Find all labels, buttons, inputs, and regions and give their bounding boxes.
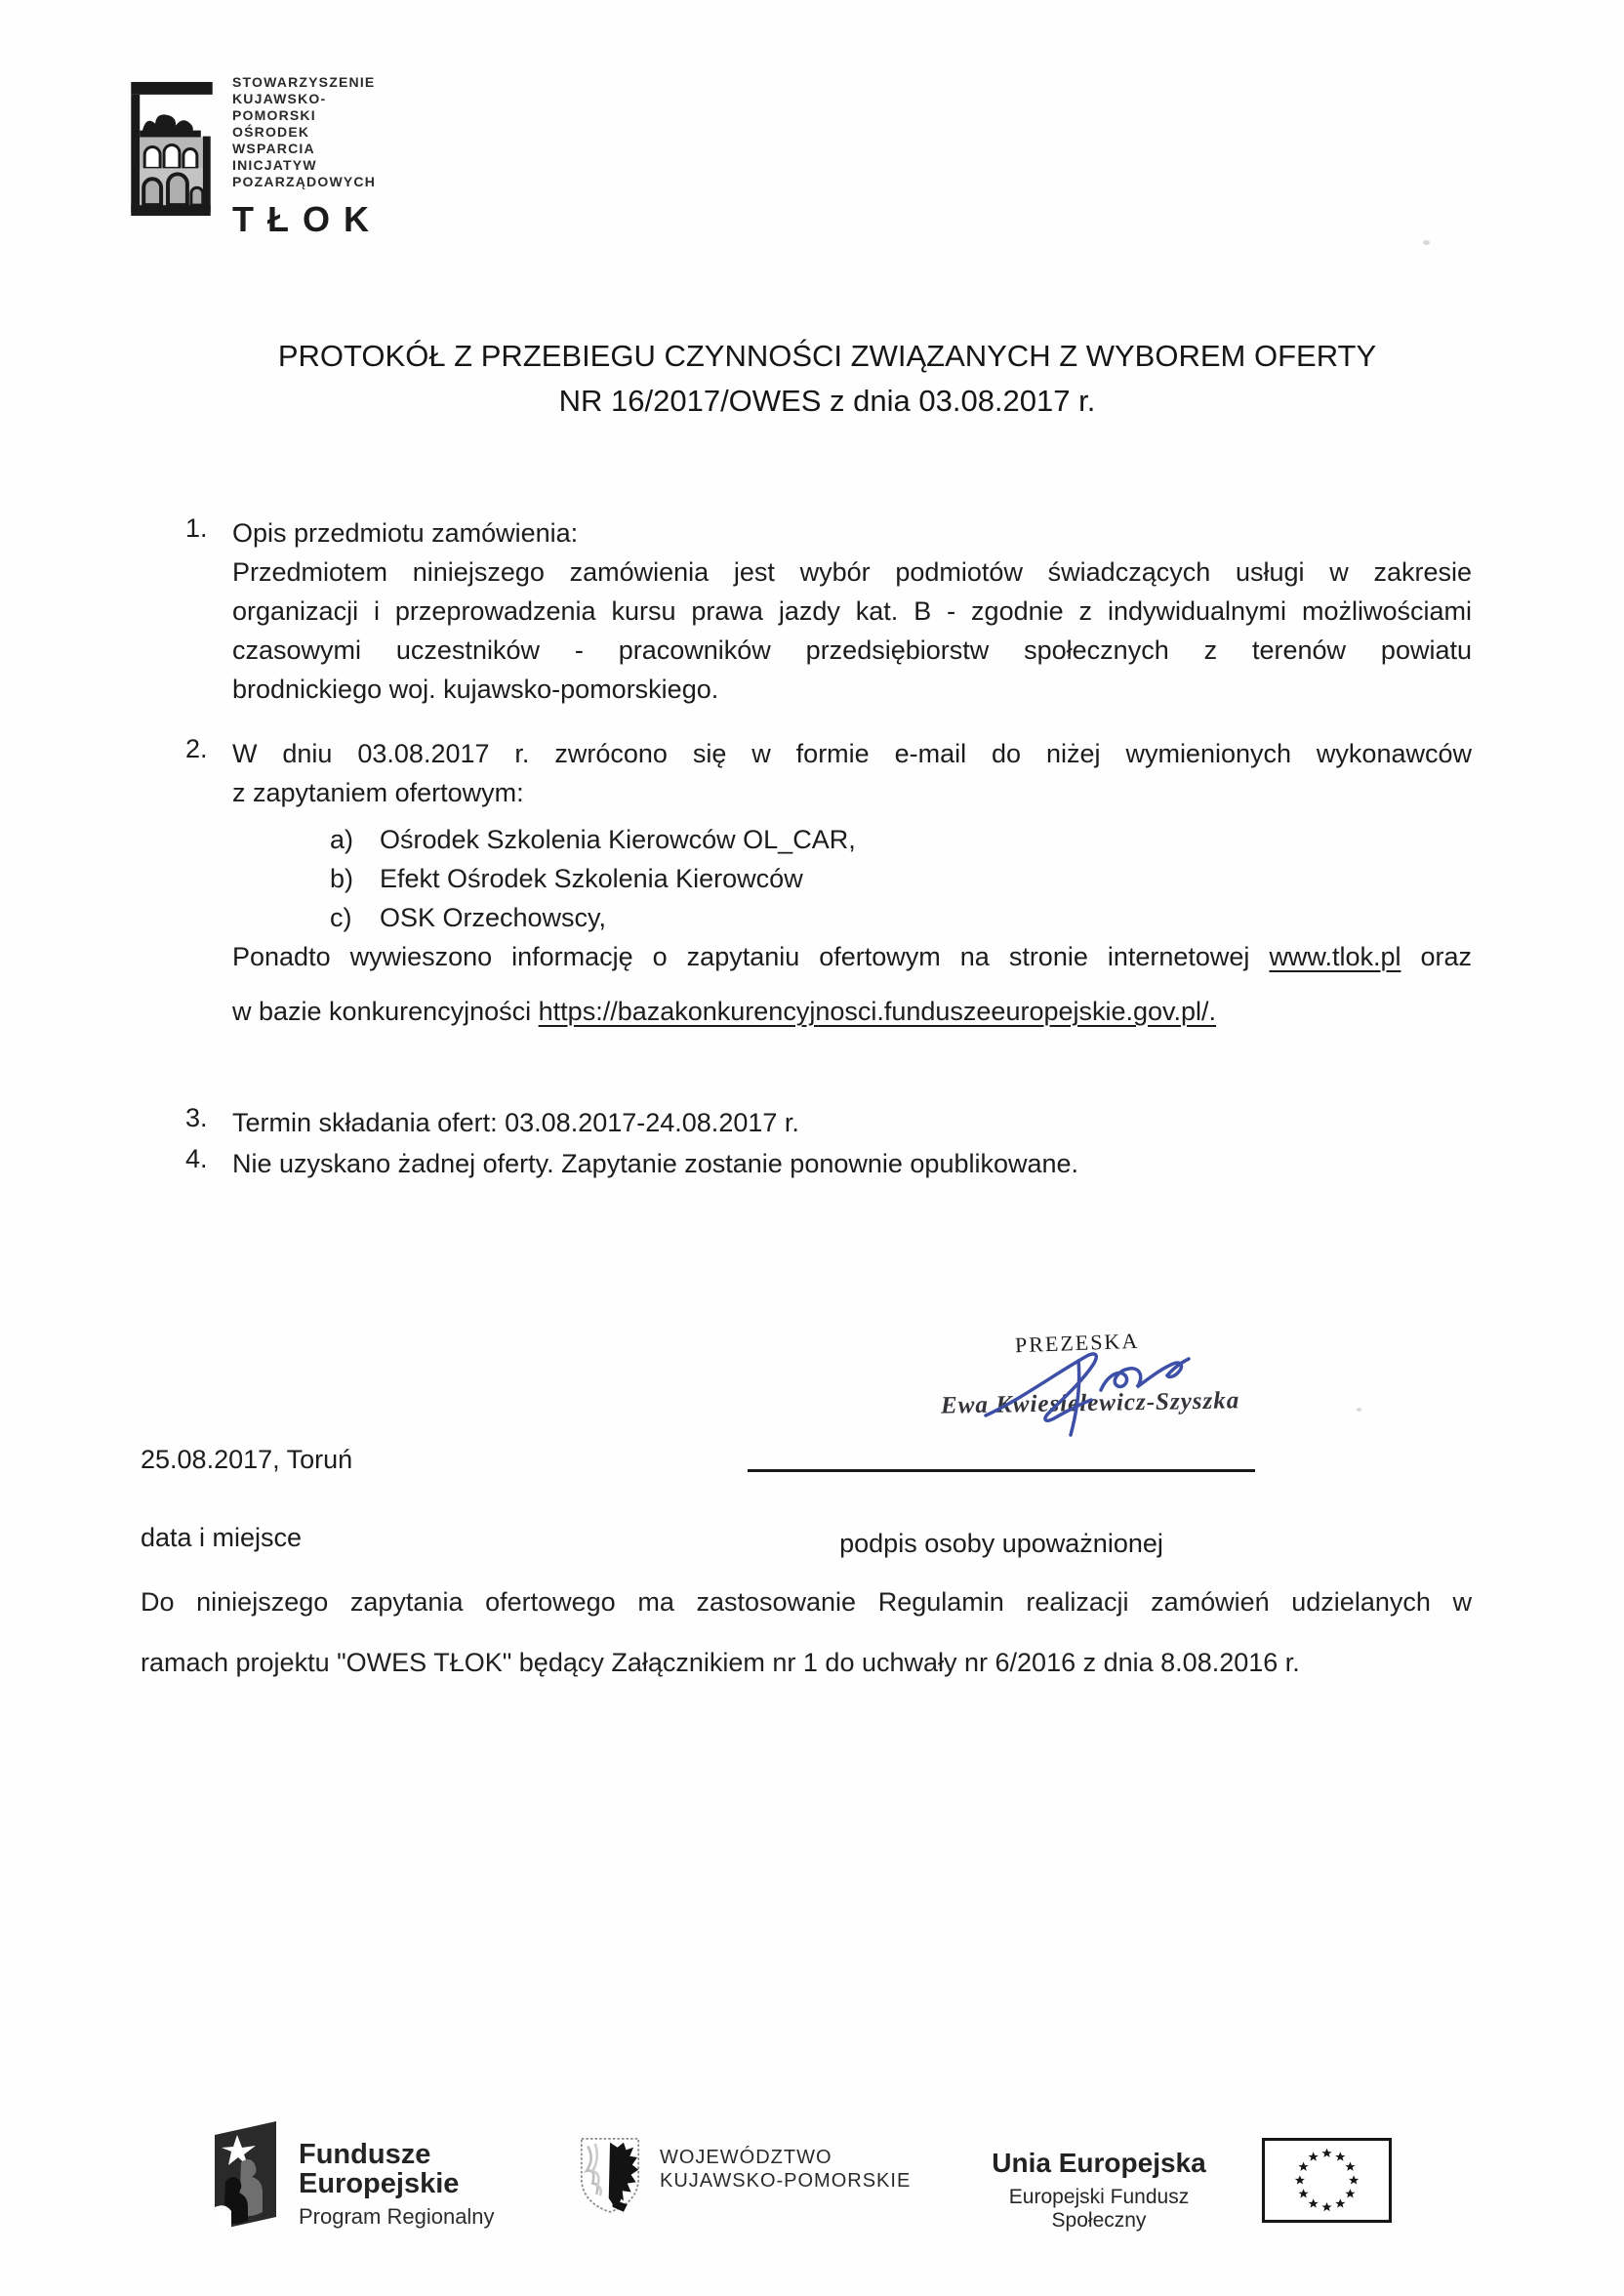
org-name-line: INICJATYW — [232, 157, 317, 173]
tlok-emblem-icon — [125, 76, 218, 220]
item2-text-line: z zapytaniem ofertowym: — [232, 778, 524, 807]
voivodeship-line1: WOJEWÓDZTWO — [660, 2147, 832, 2168]
list-number: 2. — [185, 734, 208, 763]
signer-role-stamp: PREZESKA — [1014, 1328, 1140, 1358]
publication-text: w bazie konkurencyjności — [232, 997, 539, 1026]
publication-text: Ponadto wywieszono informację o zapytaniu ofertowym na stronie internetowej — [232, 942, 1270, 971]
org-name-line: POMORSKI — [232, 107, 316, 123]
contractor-list-item-b — [232, 859, 1472, 898]
sub-list-letter: c) — [330, 903, 352, 932]
voivodeship-line2: KUJAWSKO-POMORSKIE — [660, 2170, 912, 2192]
org-name-line: KUJAWSKO- — [232, 91, 327, 106]
org-name — [232, 74, 486, 240]
document-title-line1: PROTOKÓŁ Z PRZEBIEGU CZYNNOŚCI ZWIĄZANYCH Z WYBOREM OFERTY — [277, 339, 1377, 373]
list-number: 1. — [185, 513, 208, 543]
org-acronym: TŁOK — [232, 199, 383, 239]
item1-heading: Opis przedmiotu zamówienia: — [232, 518, 579, 548]
publication-text: oraz — [1401, 942, 1473, 971]
publication-paragraph — [232, 929, 1472, 1039]
european-union-line2: Europejski Fundusz Społeczny — [1008, 2186, 1190, 2232]
european-funds-line3: Program Regionalny — [299, 2204, 495, 2229]
scan-speck — [1357, 1408, 1361, 1412]
signer-name-stamp: Ewa Kwiesielewicz-Szyszka — [940, 1387, 1240, 1419]
contractor-name: OSK Orzechowscy, — [380, 903, 607, 932]
european-union-line1: Unia Europejska — [992, 2148, 1206, 2178]
european-funds-label — [299, 2140, 495, 2230]
european-funds-line2: Europejskie — [299, 2168, 460, 2199]
european-funds-flag-icon — [215, 2120, 276, 2232]
closing-line2: ramach projektu "OWES TŁOK" będący Załącznikiem nr 1 do uchwały nr 6/2016 z dnia 8.08.2016 r. — [141, 1648, 1300, 1677]
org-name-line: WSPARCIA — [232, 141, 315, 156]
document-title — [185, 334, 1469, 424]
org-name-line: STOWARZYSZENIE — [232, 74, 376, 90]
list-number: 3. — [185, 1103, 208, 1132]
signature-label: podpis osoby upoważnionej — [839, 1529, 1163, 1558]
item1-text-line: brodnickiego woj. kujawsko-pomorskiego. — [232, 675, 719, 704]
contractor-list-item-a — [232, 820, 1472, 859]
sub-list-letter: a) — [330, 825, 354, 854]
list-item-2 — [185, 734, 1472, 937]
scan-speck — [1423, 240, 1430, 245]
contractor-name: Efekt Ośrodek Szkolenia Kierowców — [380, 864, 803, 893]
org-name-line: OŚRODEK — [232, 124, 310, 140]
sub-list-letter: b) — [330, 864, 354, 893]
item3-text: Termin składania ofert: 03.08.2017-24.08.2017 r. — [232, 1108, 799, 1137]
signature-line — [748, 1469, 1255, 1472]
item1-text-line: czasowymi uczestników - pracowników przedsiębiorstw społecznych z terenów powiatu — [232, 636, 1472, 665]
document-title-line2: NR 16/2017/OWES z dnia 03.08.2017 r. — [558, 384, 1096, 418]
item4-text: Nie uzyskano żadnej oferty. Zapytanie zostanie ponownie opublikowane. — [232, 1149, 1079, 1178]
handwritten-signature-ink — [976, 1339, 1191, 1437]
closing-line1: Do niniejszego zapytania ofertowego ma zastosowanie Regulamin realizacji zamówień udzielanych w — [141, 1587, 1472, 1617]
date-and-place: 25.08.2017, Toruń — [141, 1445, 353, 1474]
eu-flag-icon — [1261, 2138, 1393, 2223]
tlok-website-link: www.tlok.pl — [1269, 942, 1401, 971]
list-item-3 — [185, 1103, 1472, 1142]
org-name-line: POZARZĄDOWYCH — [232, 174, 377, 189]
closing-paragraph — [141, 1572, 1472, 1693]
publication-line1 — [232, 929, 1472, 984]
publication-line2 — [232, 984, 1472, 1039]
european-funds-line1: Fundusze — [299, 2139, 431, 2170]
contractor-name: Ośrodek Szkolenia Kierowców OL_CAR, — [380, 825, 856, 854]
item1-text-line: organizacji i przeprowadzenia kursu prawa jazdy kat. B - zgodnie z indywidualnymi możliwościami — [232, 596, 1472, 626]
voivodeship-coat-of-arms-icon — [578, 2136, 642, 2216]
competition-database-link: https://bazakonkurencyjnosci.funduszeeuropejskie.gov.pl/. — [538, 997, 1217, 1026]
date-place-label: data i miejsce — [141, 1523, 303, 1552]
list-item-1 — [185, 513, 1472, 709]
item2-text-line: W dniu 03.08.2017 r. zwrócono się w formie e-mail do niżej wymienionych wykonawców — [232, 739, 1472, 768]
voivodeship-label — [660, 2146, 911, 2193]
item1-text-line: Przedmiotem niniejszego zamówienia jest wybór podmiotów świadczących usługi w zakresie — [232, 557, 1472, 587]
list-number: 4. — [185, 1144, 208, 1173]
european-union-label — [961, 2148, 1237, 2233]
list-item-4 — [185, 1144, 1472, 1183]
